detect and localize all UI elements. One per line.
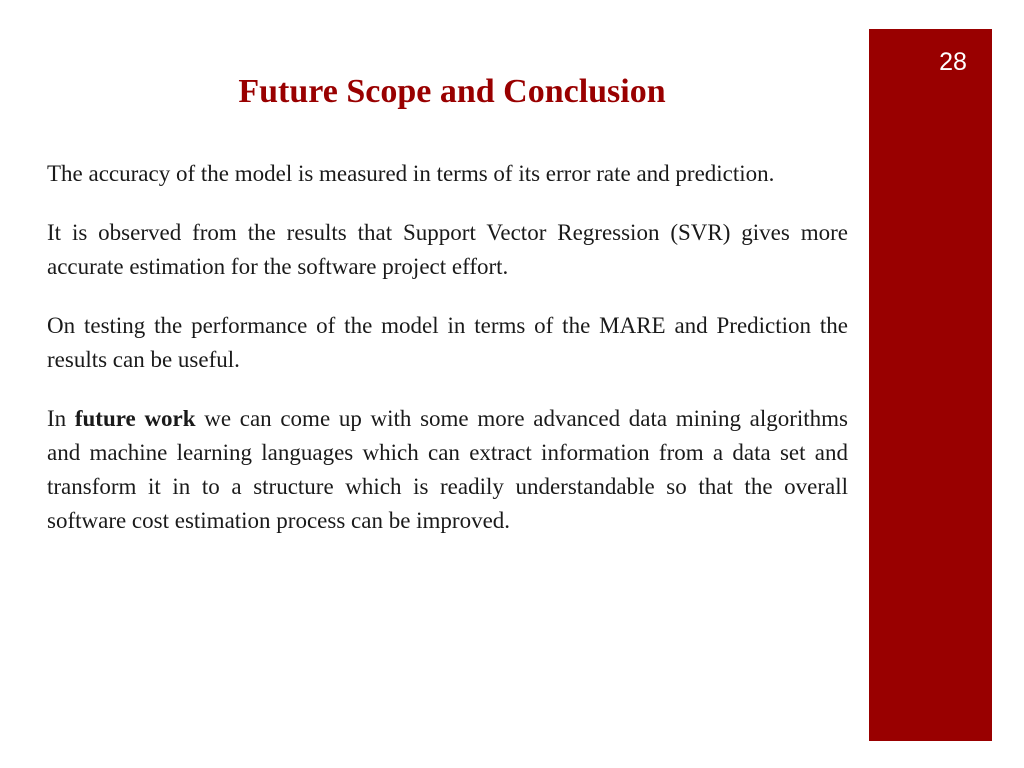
slide-title: Future Scope and Conclusion <box>238 73 666 110</box>
slide-number: 28 <box>939 48 967 76</box>
paragraph-future-work <box>47 402 848 538</box>
future-work-text: we can come up with some more advanced data mining algorithms and machine learning languages which can extract information from a data set and transform it in to a structure which is readily understandable so that the overall software cost estimation process can be improved. <box>47 406 849 533</box>
paragraph-mare-testing: On testing the performance of the model in terms of the MARE and Prediction the results can be useful. <box>47 313 848 372</box>
paragraph-accuracy: The accuracy of the model is measured in terms of its error rate and prediction. <box>47 161 775 186</box>
future-work-prefix: In <box>47 406 67 431</box>
future-work-emphasis: future work <box>74 406 196 431</box>
accent-side-bar <box>869 29 992 741</box>
paragraph-svr-observation: It is observed from the results that Support Vector Regression (SVR) gives more accurate estimation for the software project effort. <box>47 220 848 279</box>
slide-body <box>47 157 848 563</box>
